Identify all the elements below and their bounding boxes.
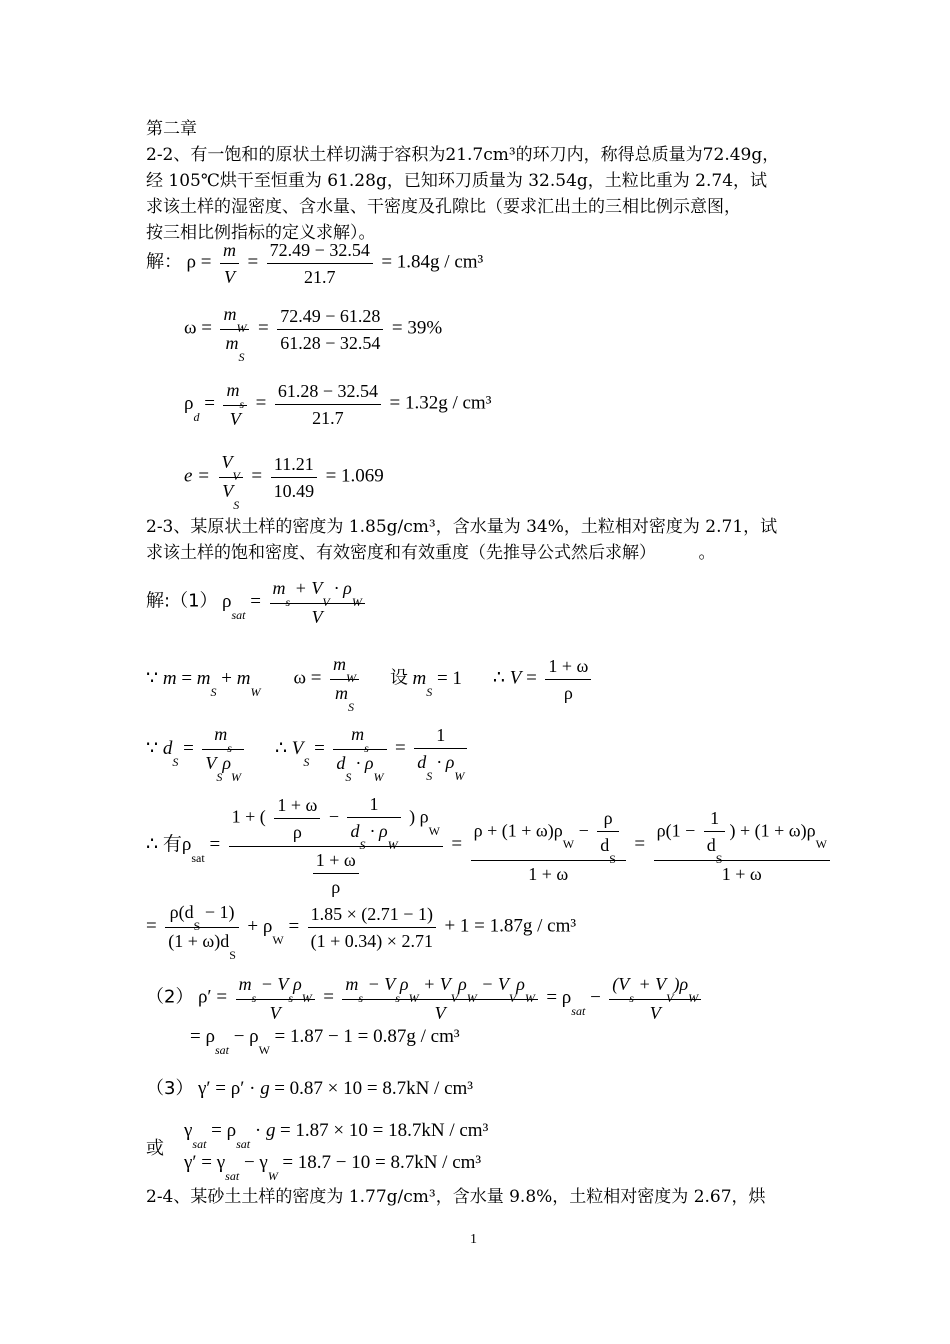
equation-water-content: ω = $\frac{m_W}{m_S}$ = $\frac{72.49 - 61.28}{61.28 - 32.54}$ = 39%	[184, 304, 443, 364]
equation-result: = 1.32g / cm³	[389, 392, 492, 414]
equation-result: = 1.87 − 1 = 0.87g / cm³	[274, 1026, 460, 1047]
fraction-denominator: (1 + 0.34) × 2.71	[310, 931, 433, 951]
fraction-denominator: 21.7	[304, 267, 336, 287]
equation-saturated-density-calc: = $\frac{\rho(d_S - 1)}{(1 + \omega)d_S}$ + $\rho_W$ = $\frac{1.85 \times (2.71 - 1)}{(1 + 0.34) \times 2.71}$ + 1 = 1.87g / cm³	[146, 902, 577, 962]
equation-wet-density: 解： ρ = $\frac{m}{V}$ = $\frac{72.49 - 32.54}{21.7}$ = 1.84g / cm³	[146, 240, 484, 287]
fraction-denominator: 61.28 − 32.54	[280, 333, 381, 353]
equation-derivation: ∴ 有$\rho_{sat}$ = 1 + ( $\frac{1 + \omega}{\rho}$ − $\frac{1}{d_S \cdot \rho_W}$ ) $\rho_W$ $\frac{1 + \omega}{\rho}$ = $\rho + (1 + \omega)\rho_W$ − $\frac{\rho}{d_S}$ 1 + ω = ρ(1 − $\frac{1}{d_S}$ ) + $(1 + \omega)\rho_W$ 1 + ω	[146, 792, 834, 899]
problem-line: 2-3、某原状土样的密度为 1.85g/cm³，含水量为 34%，土粒相对密度为 2.71，试	[146, 517, 778, 537]
fraction-numerator: 72.49 − 32.54	[267, 238, 373, 264]
equation-result: = 1.84g / cm³	[381, 251, 484, 273]
page-number: 1	[470, 1232, 477, 1247]
fraction-denominator: 21.7	[312, 408, 344, 428]
fraction-numerator: 72.49 − 61.28	[277, 304, 383, 330]
fraction-numerator: 61.28 − 32.54	[275, 379, 381, 405]
problem-2-4-text: 2-4、某砂土土样的密度为 1.77g/cm³，含水量 9.8%，土粒相对密度为 2.67，烘	[146, 1187, 766, 1207]
fraction-denominator: 10.49	[273, 481, 315, 501]
fraction-numerator: 11.21	[271, 452, 318, 478]
equation-result: = 39%	[391, 317, 443, 339]
fraction-numerator: 1.85 × (2.71 − 1)	[308, 902, 436, 928]
problem-line: 经 105℃烘干至恒重为 61.28g，已知环刀质量为 32.54g，土粒比重为 2.74，试	[146, 171, 768, 191]
equation-specific-gravity: ∵ $d_S$ = $\frac{m_s}{V_S\rho_W}$ ∴ $V_S$ = $\frac{m_s}{d_S \cdot \rho_W}$ = $\frac{1}{d_S \cdot \rho_W}$	[146, 722, 471, 777]
or-label	[146, 1134, 164, 1160]
problem-line: 按三相比例指标的定义求解）。	[146, 223, 376, 243]
chapter-heading: 第二章	[146, 119, 197, 139]
problem-line: 求该土样的湿密度、含水量、干密度及孔隙比（要求汇出土的三相比例示意图，	[146, 197, 741, 217]
equation-result: = 1.069	[325, 465, 384, 487]
problem-line: 2-2、有一饱和的原状土样切满于容积为21.7cm³的环刀内，称得总质量为72.49g，	[146, 145, 780, 165]
equation-saturated-unit-weight: $\gamma_{sat} = \rho_{sat} \cdot g = 1.87 \times 10 = 18.7kN / cm^3$	[184, 1120, 489, 1151]
equation-effective-unit-weight-alt: $\gamma' = \gamma_{sat} - \gamma_W = 18.7 - 10 = 8.7kN / cm^3$	[184, 1152, 482, 1183]
equation-result: = 18.7 − 10 = 8.7kN / cm³	[282, 1152, 482, 1173]
part-label: 解:（1）	[146, 590, 218, 612]
equation-result: = 1.87 × 10 = 18.7kN / cm³	[279, 1120, 489, 1141]
equation-dry-density: $\rho_d$ = $\frac{m_s}{V}$ = $\frac{61.28 - 32.54}{21.7}$ = 1.32g / cm³	[184, 380, 492, 429]
equation-result: + 1 = 1.87g / cm³	[444, 915, 577, 937]
equation-effective-unit-weight: （3） γ′ = ρ′ · g = 0.87 × 10 = 8.7kN / cm³	[146, 1078, 473, 1099]
have-label: 有	[162, 832, 182, 855]
or-text: 或	[146, 1138, 164, 1159]
solution-label: 解：	[146, 251, 182, 273]
part-label: （2）	[146, 986, 194, 1008]
problem-line: 求该土样的饱和密度、有效密度和有效重度（先推导公式然后求解） 。	[146, 543, 716, 563]
equation-saturated-density-definition: 解:（1） $\rho_{sat}$ = $\frac{m_s + V_V \cdot \rho_W}{V}$	[146, 576, 369, 629]
let-label: 设	[389, 667, 408, 689]
equation-result: = 0.87 × 10 = 8.7kN / cm³	[274, 1078, 473, 1099]
equation-void-ratio: e = $\frac{V_V}{V_S}$ = $\frac{11.21}{10.49}$ = 1.069	[184, 452, 384, 512]
equation-effective-density: （2） ρ′ = $\frac{m_s - V_s\rho_W}{V}$ = $\frac{m_s - V_s\rho_W + V_V\rho_W - V_V\rho_W}{V}$ = $\rho_{sat}$ − $\frac{(V_s + V_V)\rho_W}{V}$	[146, 972, 705, 1025]
equation-effective-density-result: = $\rho_{sat} - \rho_W = 1.87 - 1 = 0.87g / cm^3$	[190, 1026, 460, 1057]
part-label: （3）	[146, 1078, 194, 1099]
equation-mass-relations: ∵ $m = m_S + m_W$ ω = $\frac{m_W}{m_S}$ 设 $m_S = 1$ ∴ V = $\frac{1 + \omega}{\rho}$	[146, 652, 595, 707]
